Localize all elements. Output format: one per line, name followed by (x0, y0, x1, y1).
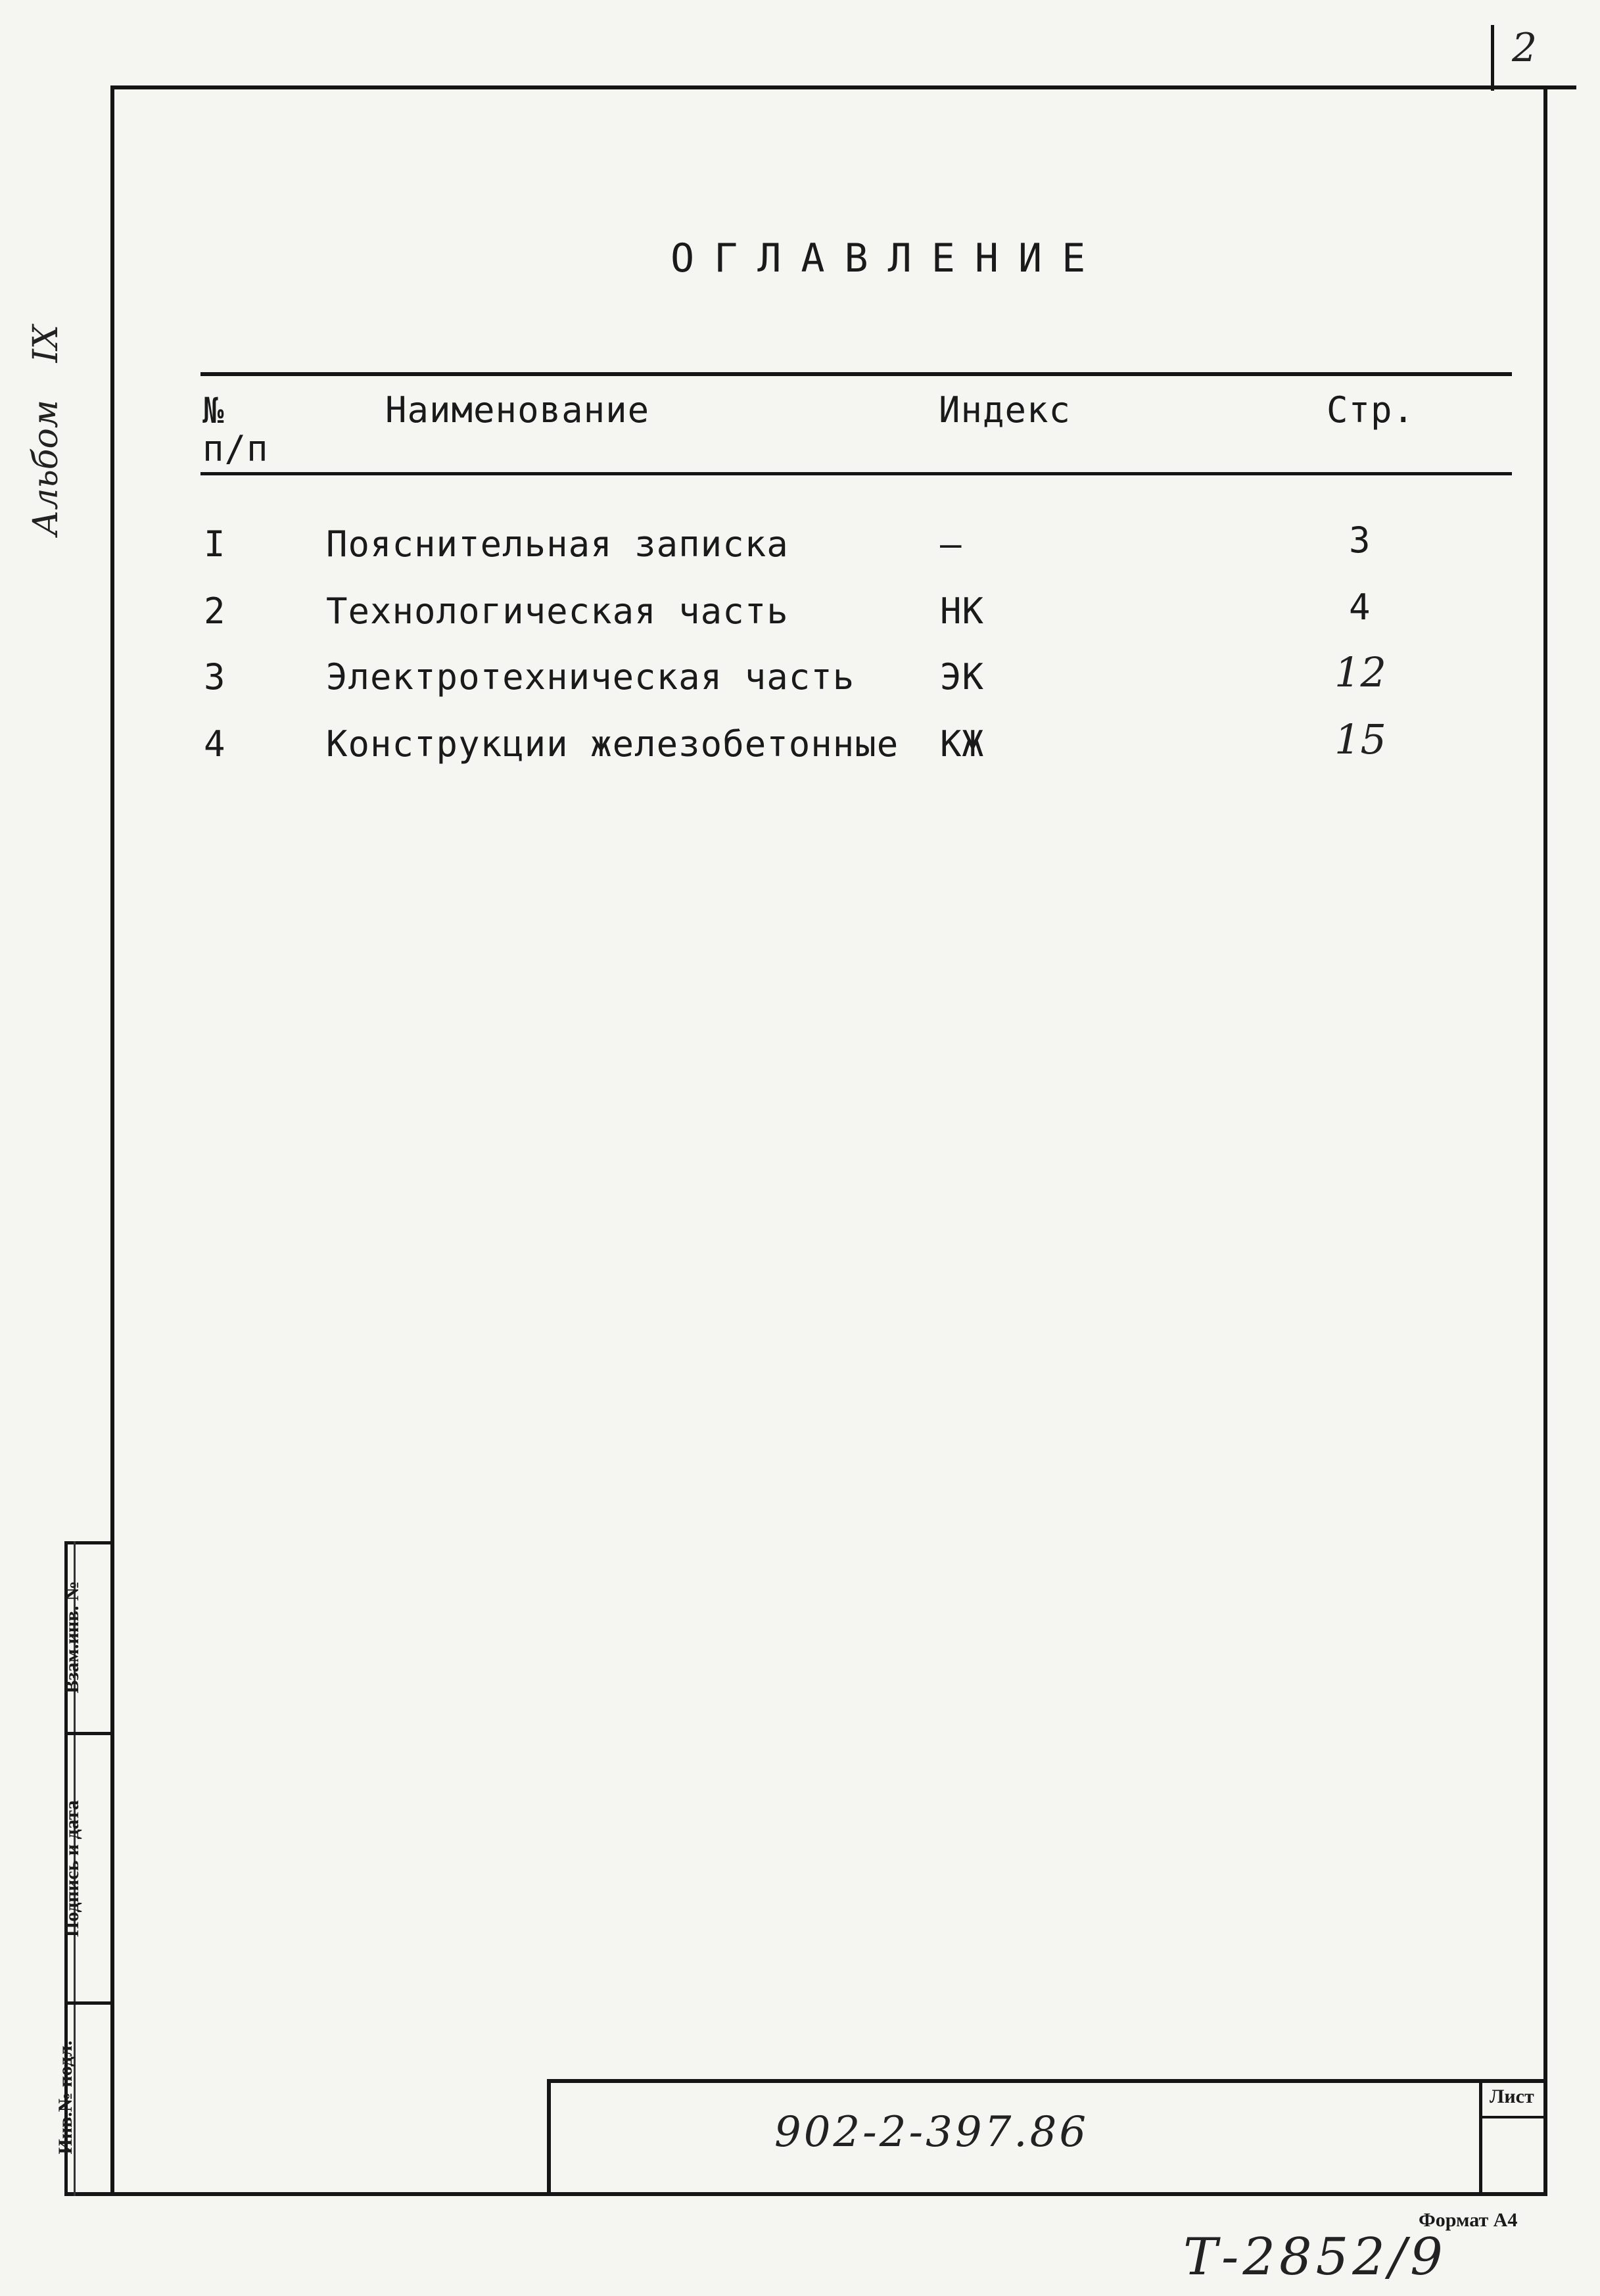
title-block-sheet-rule (1479, 2116, 1547, 2118)
frame-left (110, 85, 114, 2196)
table-top-rule (200, 372, 1512, 376)
title-block-left (547, 2079, 551, 2196)
row-number: 4 (204, 723, 226, 765)
top-sheet-number: 2 (1512, 25, 1538, 71)
row-number: I (204, 523, 226, 565)
row-page: 12 (1334, 648, 1386, 696)
sheet-label: Лист (1490, 2086, 1534, 2107)
row-name: Технологическая часть (326, 590, 789, 632)
header-number-pp: п/п (202, 428, 269, 469)
header-number (202, 392, 269, 468)
frame-top (110, 85, 1576, 89)
row-index: – (940, 523, 962, 565)
title-block-sheet-divider (1479, 2079, 1482, 2196)
row-name: Электротехническая часть (326, 656, 855, 698)
row-number: 2 (204, 590, 226, 632)
row-index: КЖ (940, 723, 985, 765)
header-number-sign: № (202, 390, 225, 431)
side-stamp-div1 (64, 1732, 114, 1735)
header-page: Стр. (1327, 389, 1415, 431)
album-number: IX (26, 324, 66, 363)
album-label: Альбом (26, 400, 66, 536)
inventory-swap-label: Взам.инв. № (61, 1581, 83, 1694)
header-index: Индекс (939, 389, 1071, 431)
row-index: ЭК (940, 656, 985, 698)
table-header-rule (200, 472, 1512, 475)
row-page: 4 (1349, 586, 1371, 628)
frame-bottom (64, 2192, 1547, 2196)
frame-right (1543, 85, 1547, 2196)
archive-number: Т-2852/9 (1183, 2228, 1447, 2287)
inventory-original-label: Инв.№ подл. (55, 2040, 76, 2155)
header-name: Наименование (385, 389, 650, 431)
row-name: Пояснительная записка (326, 523, 789, 565)
row-index: НК (940, 590, 985, 632)
title-block-top (547, 2079, 1547, 2083)
designation: 902-2-397.86 (774, 2108, 1089, 2157)
album-annotation (23, 324, 69, 536)
top-sheet-divider (1491, 25, 1494, 91)
row-name: Конструкции железобетонные (326, 723, 899, 765)
row-page: 3 (1349, 519, 1371, 561)
row-page: 15 (1334, 715, 1386, 763)
page-title: ОГЛАВЛЕНИЕ (671, 235, 1106, 281)
format-label: Формат А4 (1419, 2209, 1518, 2231)
signature-date-label: Подпись и дата (61, 1800, 83, 1938)
row-number: 3 (204, 656, 226, 698)
side-stamp-top (64, 1541, 114, 1544)
